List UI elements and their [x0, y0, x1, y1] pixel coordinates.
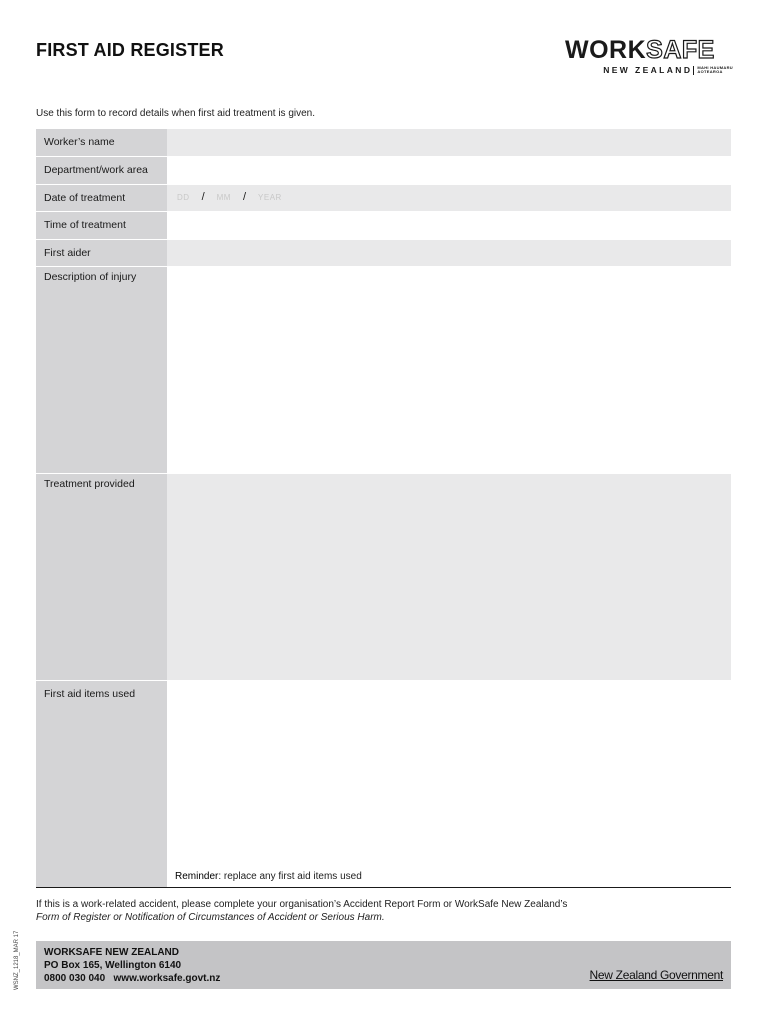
logo-subline [565, 65, 733, 75]
footer-phone: 0800 030 040 [44, 973, 106, 984]
logo-maori-line1: MAHI HAUMARU [697, 64, 733, 70]
row-department [36, 157, 731, 185]
description-of-injury-field[interactable] [167, 267, 731, 474]
description-of-injury-label: Description of injury [36, 267, 167, 474]
date-separator-1: / [201, 191, 205, 203]
date-of-treatment-label: Date of treatment [36, 185, 167, 212]
note-line-1: If this is a work-related accident, please complete your organisation’s Accident Report Form or WorkSafe New Zealand’s [36, 899, 568, 910]
row-treatment-provided [36, 474, 731, 681]
first-aid-items-used-field[interactable] [167, 681, 731, 887]
treatment-provided-field[interactable] [167, 474, 731, 681]
nz-government-text: New Zealand Government [589, 968, 723, 982]
row-first-aid-items-used [36, 681, 731, 888]
department-field[interactable] [167, 157, 731, 185]
page-title: FIRST AID REGISTER [36, 40, 224, 60]
reminder-text [175, 871, 362, 882]
accident-note [36, 898, 726, 924]
reminder-label: Reminder [175, 871, 219, 882]
logo-safe: SAFE [646, 36, 715, 64]
row-first-aider [36, 240, 731, 267]
first-aider-field[interactable] [167, 240, 731, 267]
date-separator-2: / [242, 191, 247, 203]
treatment-provided-label: Treatment provided [36, 474, 167, 681]
date-parts [177, 191, 282, 203]
worksafe-logo [565, 38, 733, 74]
date-day-placeholder[interactable]: DD [177, 192, 190, 202]
logo-wordmark [565, 38, 733, 63]
first-aid-form [36, 129, 731, 888]
workers-name-field[interactable] [167, 129, 731, 157]
footer-org: WORKSAFE NEW ZEALAND [44, 947, 179, 958]
row-time-of-treatment [36, 212, 731, 240]
footer [36, 941, 731, 989]
footer-address: PO Box 165, Wellington 6140 [44, 960, 182, 971]
date-month-placeholder[interactable]: MM [216, 192, 231, 202]
reminder-body: : replace any first aid items used [218, 871, 362, 882]
workers-name-label: Worker’s name [36, 129, 167, 157]
first-aider-label: First aider [36, 240, 167, 267]
footer-contact [44, 946, 220, 985]
logo-work: WORK [565, 36, 647, 64]
row-description-of-injury [36, 267, 731, 474]
row-date-of-treatment [36, 185, 731, 212]
intro-text: Use this form to record details when first aid treatment is given. [36, 108, 316, 119]
logo-maori-line2: AOTEAROA [697, 69, 723, 74]
date-year-placeholder[interactable]: YEAR [258, 192, 282, 202]
first-aid-items-used-label: First aid items used [36, 681, 167, 887]
logo-country: NEW ZEALAND [603, 65, 693, 75]
nz-government-logo [590, 968, 723, 982]
department-label: Department/work area [36, 157, 167, 185]
row-workers-name [36, 129, 731, 157]
footer-website[interactable]: www.worksafe.govt.nz [113, 973, 221, 984]
form-code: WSNZ_1218_MAR 17 [14, 930, 20, 990]
date-of-treatment-field[interactable] [167, 185, 731, 212]
time-of-treatment-label: Time of treatment [36, 212, 167, 240]
note-line-2: Form of Register or Notification of Circumstances of Accident or Serious Harm. [36, 912, 385, 923]
time-of-treatment-field[interactable] [167, 212, 731, 240]
logo-maori [697, 66, 733, 75]
logo-divider [693, 66, 694, 75]
